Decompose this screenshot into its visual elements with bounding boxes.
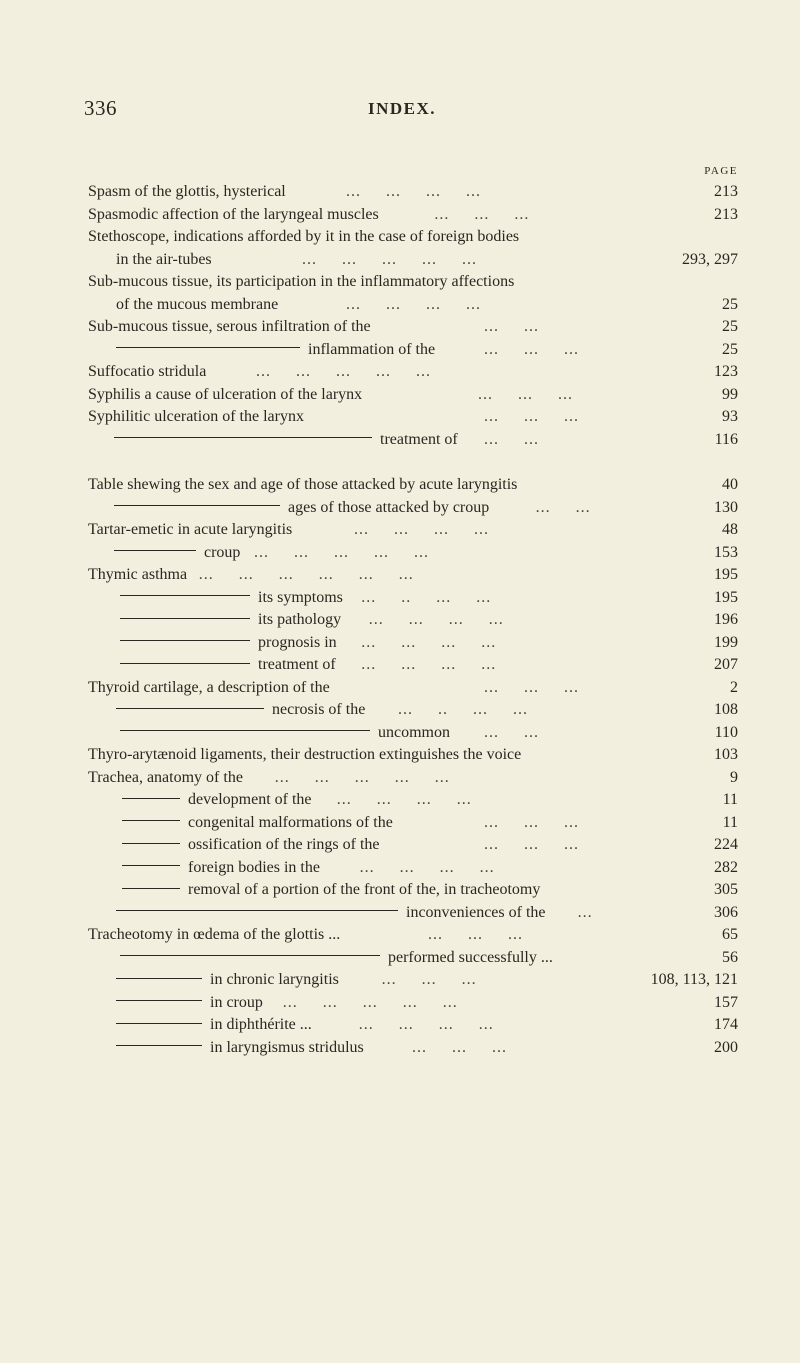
ditto-rule <box>122 888 180 889</box>
entry-label: congenital malformations of the <box>188 813 393 831</box>
entry-page: 174 <box>714 1016 738 1033</box>
leader-dots: ... ... ... ... ... ... <box>198 566 414 583</box>
entry-text <box>116 1037 364 1060</box>
leader-dots: ... <box>577 903 593 921</box>
entry-page: 207 <box>714 656 738 673</box>
entry-text <box>116 992 263 1015</box>
entry-label: ages of those attacked by croup <box>288 498 490 516</box>
entry-label: Spasmodic affection of the laryngeal muscles <box>88 205 379 223</box>
entry-page: 153 <box>714 543 738 561</box>
entry-label: Syphilitic ulceration of the larynx <box>88 408 304 425</box>
index-entry <box>88 992 738 1015</box>
entry-text <box>114 497 489 520</box>
index-entry <box>88 632 738 655</box>
entry-page: 157 <box>714 993 738 1011</box>
ditto-rule <box>116 1023 202 1024</box>
leader-dots: ... ... <box>484 318 539 335</box>
entry-text <box>88 474 517 497</box>
entry-label: in diphthérite ... <box>210 1016 312 1033</box>
index-entry <box>88 316 738 339</box>
ditto-rule <box>114 550 196 551</box>
entry-page: 93 <box>722 408 738 425</box>
entry-page: 196 <box>714 611 738 628</box>
leader-dots: ... ... ... ... <box>336 791 472 808</box>
entry-page: 108, 113, 121 <box>650 971 738 988</box>
ditto-rule <box>116 347 300 348</box>
entry-text <box>88 767 243 790</box>
index-entry <box>88 947 738 970</box>
ditto-rule <box>116 1000 202 1001</box>
index-entry <box>88 1014 738 1037</box>
entry-text <box>88 361 206 384</box>
index-entry <box>88 226 738 249</box>
ditto-rule <box>116 708 264 709</box>
entry-label: of the mucous membrane <box>116 295 279 313</box>
entry-page: 25 <box>722 295 738 313</box>
entry-label: Table shewing the sex and age of those attacked by acute laryngitis <box>88 476 518 493</box>
entry-text <box>120 609 341 632</box>
index-entries <box>88 181 738 1059</box>
entry-label: development of the <box>188 791 312 808</box>
entry-page: 25 <box>722 340 738 358</box>
entry-page: 108 <box>714 701 738 718</box>
entry-label: its pathology <box>258 611 342 628</box>
index-entry <box>88 474 738 497</box>
leader-dots: ... ... ... <box>434 205 530 223</box>
index-entry <box>88 789 738 812</box>
entry-text <box>122 789 312 812</box>
index-entry <box>88 181 738 204</box>
entry-page: 130 <box>714 498 738 516</box>
index-entry <box>88 406 738 429</box>
entry-text <box>88 406 304 429</box>
ditto-rule <box>122 820 180 821</box>
running-head: INDEX. <box>368 99 437 118</box>
leader-dots: ... ... ... <box>428 926 523 943</box>
entry-page: 65 <box>722 926 738 943</box>
leader-dots: ... ... ... ... <box>368 611 504 628</box>
entry-page: 195 <box>714 588 738 606</box>
entry-text <box>120 654 336 677</box>
entry-label: Stethoscope, indications afforded by it in the case of foreign bodies <box>88 228 520 245</box>
ditto-rule <box>122 798 180 799</box>
entry-label: Syphilis a cause of ulceration of the larynx <box>88 385 363 403</box>
entry-label: Sub-mucous tissue, its participation in the inflammatory affections <box>88 273 515 290</box>
entry-label: treatment of <box>380 430 458 448</box>
leader-dots: ... ... ... <box>484 408 579 425</box>
index-entry <box>88 722 738 745</box>
entry-text <box>122 812 393 835</box>
entry-page: 305 <box>714 881 738 898</box>
entry-label: in chronic laryngitis <box>210 971 339 988</box>
entry-page: 306 <box>714 903 738 921</box>
entry-label: performed successfully ... <box>388 948 553 966</box>
entry-label: treatment of <box>258 656 336 673</box>
leader-dots: ... ... ... ... <box>359 858 495 876</box>
ditto-rule <box>120 955 380 956</box>
entry-text <box>120 722 450 745</box>
entry-text <box>88 384 362 407</box>
entry-label: croup <box>204 543 241 561</box>
index-entry <box>88 654 738 677</box>
index-entry <box>88 339 738 362</box>
entry-text <box>120 947 553 970</box>
leader-dots: ... .. ... ... <box>361 588 492 606</box>
page-number: 336 <box>84 96 117 120</box>
entry-page: 282 <box>714 858 738 876</box>
ditto-rule <box>116 978 202 979</box>
entry-text <box>88 271 514 294</box>
index-entry <box>88 542 738 565</box>
index-entry <box>88 564 738 587</box>
index-entry <box>88 429 738 452</box>
index-entry <box>88 767 738 790</box>
entry-text <box>120 632 337 655</box>
index-entry <box>88 1037 738 1060</box>
entry-page: 103 <box>714 746 738 763</box>
entry-label: inconveniences of the <box>406 903 546 921</box>
entry-text <box>116 902 546 925</box>
entry-text <box>114 542 240 565</box>
index-entry <box>88 744 738 767</box>
entry-label: in the air-tubes <box>116 250 212 268</box>
index-entry <box>88 902 738 925</box>
entry-label: Thyroid cartilage, a description of the <box>88 678 330 696</box>
leader-dots: ... ... ... <box>381 971 477 988</box>
entry-text <box>88 204 379 227</box>
entry-label: Suffocatio stridula <box>88 363 207 380</box>
entry-label: necrosis of the <box>272 701 366 718</box>
entry-text <box>116 969 339 992</box>
index-entry <box>88 609 738 632</box>
index-entry <box>88 587 738 610</box>
entry-page: 213 <box>714 205 738 223</box>
leader-dots: ... ... <box>535 498 591 516</box>
entry-text <box>116 339 435 362</box>
entry-label: Tartar-emetic in acute laryngitis <box>88 521 293 538</box>
entry-text <box>116 294 278 317</box>
entry-page: 199 <box>714 633 738 651</box>
entry-label: Sub-mucous tissue, serous infiltration of the <box>88 318 371 335</box>
entry-text <box>120 587 343 610</box>
ditto-rule <box>122 865 180 866</box>
entry-page: 25 <box>722 318 738 335</box>
leader-dots: ... ... <box>484 430 539 448</box>
leader-dots: ... ... ... <box>478 385 573 403</box>
entry-label: prognosis in <box>258 633 337 651</box>
entry-label: Spasm of the glottis, hysterical <box>88 183 286 200</box>
entry-text <box>88 677 330 700</box>
entry-page: 2 <box>730 678 738 696</box>
ditto-rule <box>120 618 250 619</box>
entry-page: 123 <box>714 363 738 380</box>
entry-page: 116 <box>714 430 738 448</box>
entry-text <box>122 857 320 880</box>
leader-dots: ... ... ... ... ... <box>254 543 429 561</box>
index-entry <box>88 969 738 992</box>
entry-label: Trachea, anatomy of the <box>88 768 243 786</box>
entry-page: 200 <box>714 1038 738 1056</box>
entry-text <box>88 226 519 249</box>
ditto-rule <box>116 910 398 911</box>
ditto-rule <box>116 1045 202 1046</box>
entry-page: 9 <box>730 768 738 786</box>
entry-label: its symptoms <box>258 588 343 606</box>
leader-dots: ... ... ... <box>484 813 579 831</box>
leader-dots: ... ... <box>484 723 539 741</box>
leader-dots: ... .. ... ... <box>398 701 528 718</box>
leader-dots: ... ... ... ... <box>346 183 481 200</box>
ditto-rule <box>120 663 250 664</box>
entry-text <box>122 879 540 902</box>
entry-text <box>122 834 380 857</box>
entry-label: foreign bodies in the <box>188 858 320 876</box>
index-entry <box>88 834 738 857</box>
entry-text <box>88 564 187 587</box>
leader-dots: ... ... ... ... <box>361 656 497 673</box>
index-entry <box>88 271 738 294</box>
entry-text <box>88 924 340 947</box>
entry-label: Thymic asthma <box>88 566 188 583</box>
entry-page: 56 <box>722 948 738 966</box>
entry-page: 48 <box>722 521 738 538</box>
entry-text <box>88 316 371 339</box>
leader-dots: ... ... ... <box>484 340 579 358</box>
leader-dots: ... ... ... ... ... <box>256 363 431 380</box>
entry-page: 99 <box>722 385 738 403</box>
entry-page: 224 <box>714 836 738 853</box>
entry-text <box>114 429 458 452</box>
index-entry <box>88 361 738 384</box>
entry-label: Thyro-arytænoid ligaments, their destruction extinguishes the voice <box>88 746 522 763</box>
page-column-label: PAGE <box>704 165 738 177</box>
leader-dots: ... ... ... <box>484 678 579 696</box>
entry-label: removal of a portion of the front of the, in tracheotomy <box>188 881 541 898</box>
entry-label: inflammation of the <box>308 340 436 358</box>
leader-dots: ... ... ... ... <box>346 295 481 313</box>
leader-dots: ... ... ... ... ... <box>274 768 450 786</box>
index-entry <box>88 294 738 317</box>
entry-label: ossification of the rings of the <box>188 836 380 853</box>
entry-text <box>88 744 521 767</box>
index-entry <box>88 677 738 700</box>
leader-dots: ... ... ... ... <box>361 633 497 651</box>
entry-text <box>116 699 365 722</box>
leader-dots: ... ... ... <box>412 1038 507 1056</box>
leader-dots: ... ... ... ... ... <box>302 250 477 268</box>
leader-dots: ... ... ... ... <box>358 1016 494 1033</box>
entry-text <box>116 249 212 272</box>
entry-page: 213 <box>714 183 738 200</box>
entry-text <box>116 1014 312 1037</box>
index-entry <box>88 699 738 722</box>
entry-page: 40 <box>722 476 738 493</box>
index-entry <box>88 384 738 407</box>
entry-page: 293, 297 <box>682 250 738 268</box>
leader-dots: ... ... ... ... ... <box>282 993 458 1011</box>
entry-label: in croup <box>210 993 263 1011</box>
leader-dots: ... ... ... <box>484 836 579 853</box>
ditto-rule <box>114 505 280 506</box>
index-entry <box>88 924 738 947</box>
leader-dots: ... ... ... ... <box>354 521 489 538</box>
index-entry <box>88 857 738 880</box>
index-entry <box>88 497 738 520</box>
entry-page: 110 <box>714 723 738 741</box>
entry-page: 11 <box>722 791 738 808</box>
index-entry <box>88 519 738 542</box>
index-entry <box>88 204 738 227</box>
entry-label: Tracheotomy in œdema of the glottis ... <box>88 926 341 943</box>
entry-page: 11 <box>722 813 738 831</box>
ditto-rule <box>120 640 250 641</box>
index-entry <box>88 249 738 272</box>
ditto-rule <box>122 843 180 844</box>
entry-label: in laryngismus stridulus <box>210 1038 364 1056</box>
ditto-rule <box>114 437 372 438</box>
entry-label: uncommon <box>378 723 450 741</box>
entry-page: 195 <box>714 566 738 583</box>
index-entry <box>88 812 738 835</box>
entry-text <box>88 181 286 204</box>
index-entry <box>88 879 738 902</box>
ditto-rule <box>120 595 250 596</box>
ditto-rule <box>120 730 370 731</box>
entry-text <box>88 519 292 542</box>
